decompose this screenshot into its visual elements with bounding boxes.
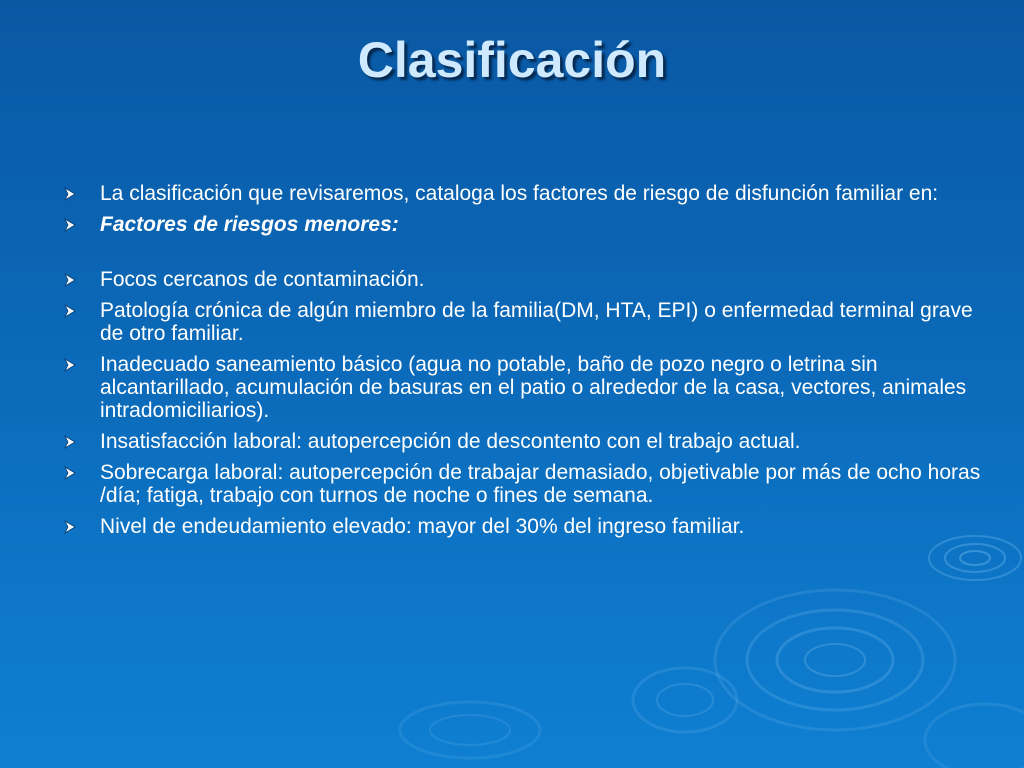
arrow-right-icon [62, 519, 78, 535]
arrow-right-icon [62, 186, 78, 202]
bullet-text: Factores de riesgos menores: [100, 213, 399, 236]
arrow-right-icon [62, 434, 78, 450]
bullet-item [62, 299, 982, 345]
bullet-item [62, 515, 982, 538]
bullet-item [62, 213, 982, 236]
bullet-text: Focos cercanos de contaminación. [100, 268, 425, 291]
bullet-text: Inadecuado saneamiento básico (agua no potable, baño de pozo negro o letrina sin alcantarillado, acumulación de basuras en el patio o alrededor de la casa, vectores, animales intradomiciliarios). [100, 353, 967, 422]
slide-title: Clasificación [357, 32, 667, 88]
bullet-item [62, 353, 982, 422]
bullet-text: Nivel de endeudamiento elevado: mayor del 30% del ingreso familiar. [100, 515, 745, 538]
bullet-item [62, 182, 982, 205]
arrow-right-icon [62, 272, 78, 288]
arrow-right-icon [62, 217, 78, 233]
bullet-item [62, 461, 982, 507]
bullet-list [62, 182, 982, 546]
bullet-text: Sobrecarga laboral: autopercepción de trabajar demasiado, objetivable por más de ocho horas /día; fatiga, trabajo con turnos de noche o fines de semana. [100, 461, 981, 507]
bullet-text: La clasificación que revisaremos, cataloga los factores de riesgo de disfunción familiar en: [100, 182, 939, 205]
arrow-right-icon [62, 465, 78, 481]
bullet-item [62, 268, 982, 291]
arrow-right-icon [62, 303, 78, 319]
bullet-item [62, 430, 982, 453]
bullet-text: Insatisfacción laboral: autopercepción de descontento con el trabajo actual. [100, 430, 801, 453]
arrow-right-icon [62, 357, 78, 373]
bullet-text: Patología crónica de algún miembro de la familia(DM, HTA, EPI) o enfermedad terminal grave de otro familiar. [100, 299, 973, 345]
